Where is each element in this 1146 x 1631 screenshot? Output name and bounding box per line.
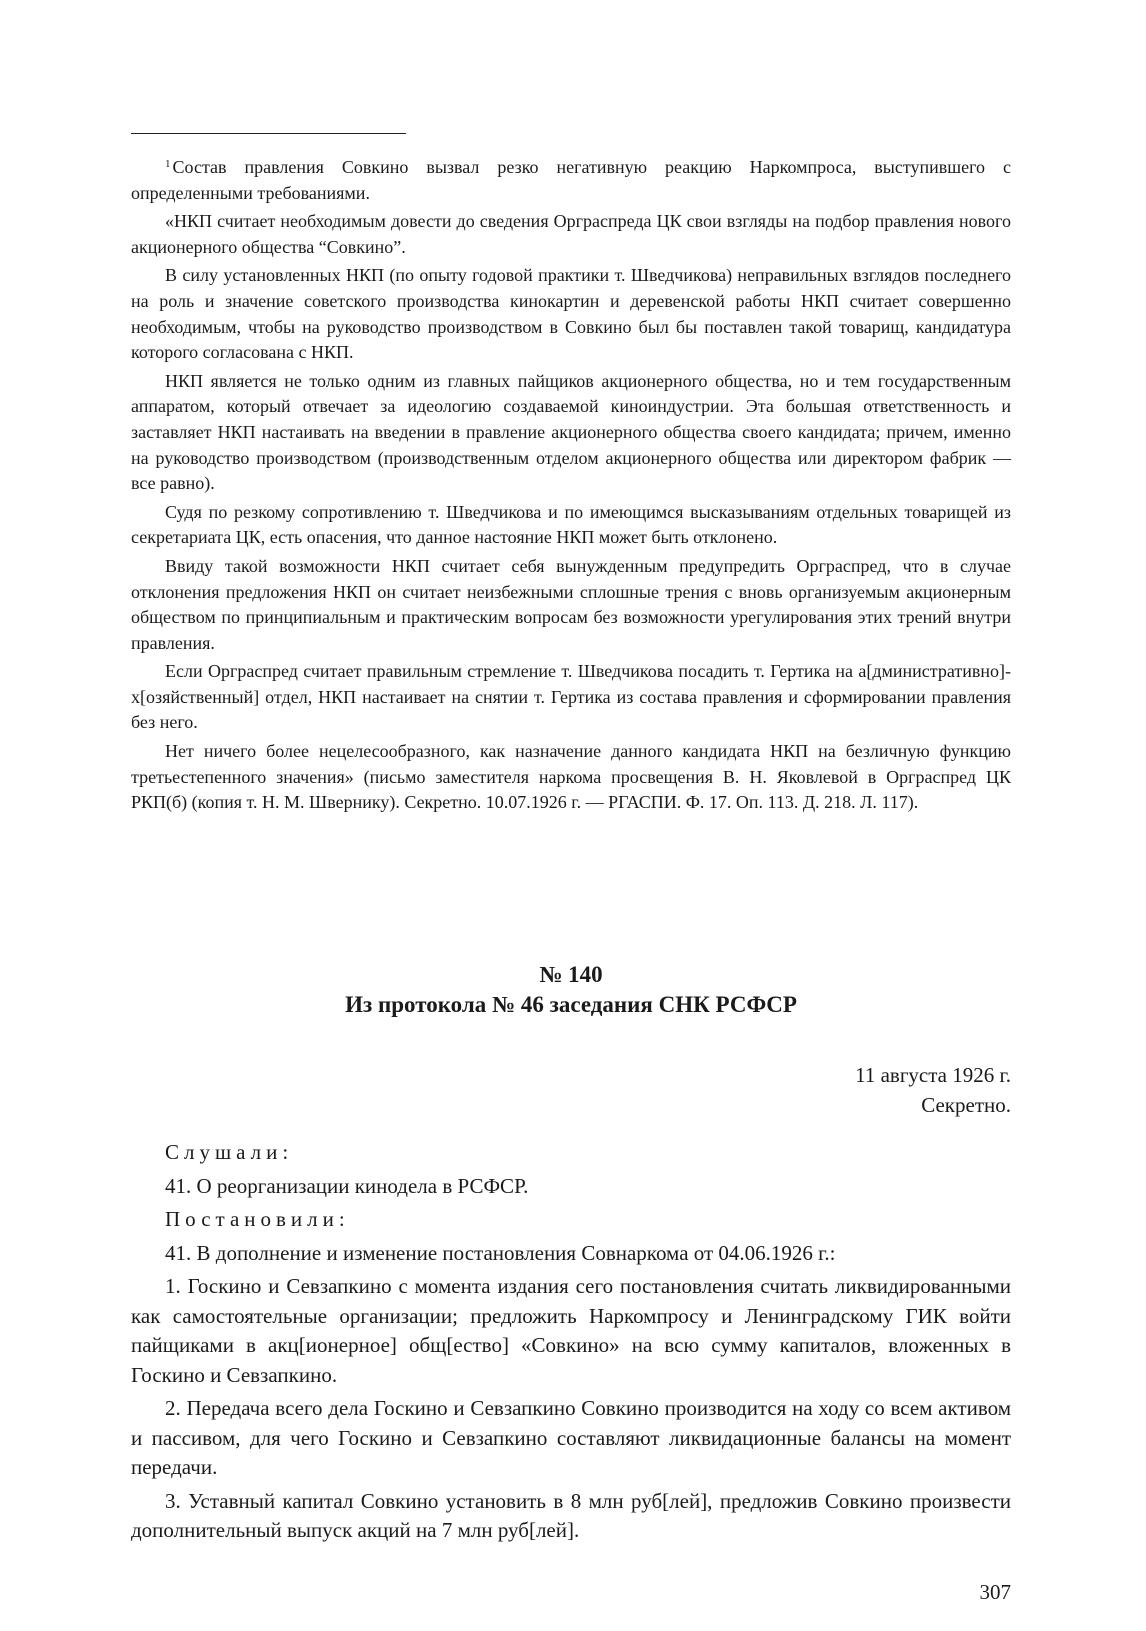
resolution-point: 2. Передача всего дела Госкино и Севзапкино Совкино производится на ходу со всем активом и пассивом, для чего Госкино и Севзапкино составляют ликвидационные балансы на момент передачи. [131,1396,1011,1479]
heard-item: 41. О реорганизации киноделa в РСФСР. [165,1173,529,1198]
footnote-separator [131,133,406,134]
resolved-label: Постановили: [165,1207,350,1231]
footnote-paragraph: $^1$ Состав правления Совкино вызвал резко негативную реакцию Наркомпроса, выступившего с определенными требованиями. [131,157,1011,203]
footnote-paragraph: НКП является не только одним из главных пайщиков акционерного общества, но и тем государственным аппаратом, который отвечает за идеологию создаваемой киноиндустрии. Эта большая ответственность и заставляет НКП настаивать на введении в правление акционерного общества своего кандидата; причем, именно на руководство производством (производственным отделом акционерного общества или директором фабрик — все равно). [131,370,1011,494]
date-block [855,1060,1011,1120]
document-number: № 140 [539,962,603,987]
footnote-paragraph: Ввиду такой возможности НКП считает себя вынужденным предупредить Орграспред, что в случае отклонения предложения НКП он считает неизбежными сплошные трения с вновь организуемым акционерным обществом по принципиальным и практическим вопросам без возможности урегулирования этих трений внутри правления. [131,555,1011,653]
document-title: Из протокола № 46 заседания СНК РСФСР [345,992,797,1017]
heard-label: Слушали: [165,1140,294,1164]
classification-label: Секретно. [921,1093,1011,1117]
footnote-paragraph: В силу установленных НКП (по опыту годовой практики т. Шведчикова) неправильных взглядов последнего на роль и значение советского производства кинокартин и деревенской работы НКП считает совершенно необходимым, чтобы на руководство производством в Совкино был бы поставлен такой товарищ, кандидатура которого согласована с НКП. [131,265,1011,363]
footnote-paragraph: Нет ничего более нецелесообразного, как назначение данного кандидата НКП на безличную функцию третьестепенного значения» (письмо заместителя наркома просвещения В. Н. Яковлевой в Орграспред ЦК РКП(б) (копия т. Н. М. Швернику). Секретно. 10.07.1926 г. — РГАСПИ. Ф. 17. Оп. 113. Д. 218. Л. 117). [131,741,1011,813]
document-date: 11 августа 1926 г. [855,1063,1011,1087]
resolved-intro: 41. В дополнение и изменение постановления Совнаркома от 04.06.1926 г.: [165,1240,836,1265]
footnote [131,152,1011,819]
footnote-paragraph: «НКП считает необходимым довести до сведения Орграспреда ЦК свои взгляды на подбор правления нового акционерного общества “Совкино”. [131,211,1011,257]
resolution-point: 1. Госкино и Севзапкино с момента издания сего постановления считать ликвидированными как самостоятельные организации; предложить Наркомпросу и Ленинградскому ГИК войти пайщиками в акц[ионерное] общ[ество] «Совкино» на всю сумму капиталов, вложенных в Госкино и Севзапкино. [131,1274,1011,1387]
footnote-paragraph: Если Орграспред считает правильным стремление т. Шведчикова посадить т. Гертика на а[дминистративно]-х[озяйственный] отдел, НКП настаивает на снятии т. Гертика из состава правления и сформировании правления без него. [131,661,1011,733]
footnote-paragraph: Судя по резкому сопротивлению т. Шведчикова и по имеющимся высказываниям отдельных товарищей из секретариата ЦК, есть опасения, что данное настояние НКП может быть отклонено. [131,501,1011,548]
page-number: 307 [979,1580,1011,1604]
resolution-point: 3. Уставный капитал Совкино установить в 8 млн руб[лей], предложив Совкино произвести дополнительный выпуск акций на 7 млн руб[лей]. [131,1488,1011,1542]
document-body [131,1138,1011,1550]
footnote-marker: 1 [165,158,171,170]
